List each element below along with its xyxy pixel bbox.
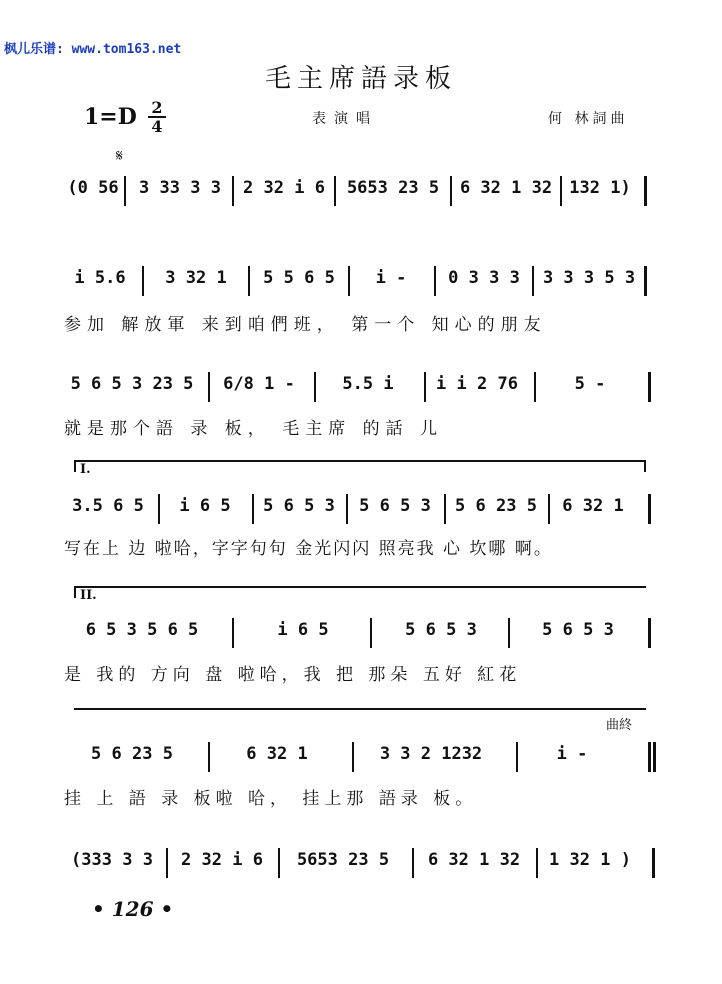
meter-top: 2 xyxy=(151,98,163,117)
notation-line-5 xyxy=(62,618,662,644)
volta-1-label: I. xyxy=(80,462,91,477)
ending-mark: 曲終 xyxy=(606,718,633,733)
measure: 3.5 6 5 xyxy=(72,496,144,516)
measure: 6 5 3 5 6 5 xyxy=(85,620,199,640)
measure: 6 32 1 xyxy=(246,744,308,764)
measure: 6 32 1 32 xyxy=(459,178,553,198)
notation-line-4 xyxy=(62,494,662,520)
measure: 2 32 i 6 xyxy=(181,850,263,870)
notation-line-2 xyxy=(62,266,662,292)
measure: 5 - xyxy=(574,374,606,394)
measure: 5653 23 5 xyxy=(346,178,440,198)
measure: 5653 23 5 xyxy=(296,850,390,870)
measure: 5 6 5 3 xyxy=(359,496,431,516)
lyric-line: 挂 上 語 录 板啦 哈， 挂上那 語录 板。 xyxy=(64,789,478,809)
key-signature: 1=D xyxy=(84,104,137,130)
measure: 3 3 3 5 3 xyxy=(542,268,636,288)
measure: 6 32 1 32 xyxy=(427,850,521,870)
measure: 2 32 i 6 xyxy=(243,178,325,198)
page-number: • 126 • xyxy=(92,897,174,921)
lyric-line: 参加 解放軍 来到咱們班， 第一个 知心的朋友 xyxy=(64,315,547,335)
measure: 3 32 1 xyxy=(165,268,227,288)
measure: (0 56 xyxy=(67,178,119,198)
watermark-text: 枫儿乐谱: www.tom163.net xyxy=(4,42,182,57)
segno-sign: 𝄋 xyxy=(116,146,123,165)
measure: i - xyxy=(556,744,588,764)
measure: 5.5 i xyxy=(342,374,394,394)
measure: 5 6 23 5 xyxy=(455,496,537,516)
meter-bottom: 4 xyxy=(151,117,163,136)
measure: 3 3 2 1232 xyxy=(379,744,483,764)
lyric-line: 就是那个語 录 板， 毛主席 的話 儿 xyxy=(64,419,444,439)
composer-credit: 何 林詞曲 xyxy=(548,111,629,127)
lyric-line: 写在上 边 啦哈，字字句句 金光闪闪 照亮我 心 坎哪 啊。 xyxy=(64,539,553,559)
measure: 3 33 3 3 xyxy=(139,178,221,198)
lyric-line: 是 我的 方向 盘 啦哈，我 把 那朵 五好 紅花 xyxy=(64,665,522,685)
notation-line-6 xyxy=(62,742,662,768)
measure: i i 2 76 xyxy=(436,374,518,394)
notation-line-3 xyxy=(62,372,662,398)
measure: i 6 5 xyxy=(179,496,231,516)
measure: i 5.6 xyxy=(74,268,126,288)
measure: 5 5 6 5 xyxy=(263,268,335,288)
measure: 0 3 3 3 xyxy=(448,268,520,288)
notation-line-1 xyxy=(62,176,662,202)
measure: 6/8 1 - xyxy=(223,374,295,394)
measure: 132 1) xyxy=(569,178,631,198)
time-signature xyxy=(148,100,166,134)
measure: 5 6 5 3 xyxy=(405,620,477,640)
measure: 5 6 5 3 xyxy=(263,496,335,516)
measure: 5 6 23 5 xyxy=(91,744,173,764)
measure: 6 32 1 xyxy=(562,496,624,516)
performance-style: 表演唱 xyxy=(312,111,378,127)
measure: i 6 5 xyxy=(277,620,329,640)
volta-2-label: II. xyxy=(80,588,97,603)
measure: i - xyxy=(375,268,407,288)
song-title: 毛主席語录板 xyxy=(264,64,457,94)
notation-line-7 xyxy=(62,848,662,874)
measure: 5 6 5 3 23 5 xyxy=(70,374,194,394)
measure: 1 32 1 ) xyxy=(549,850,631,870)
measure: 5 6 5 3 xyxy=(542,620,614,640)
measure: (333 3 3 xyxy=(71,850,153,870)
